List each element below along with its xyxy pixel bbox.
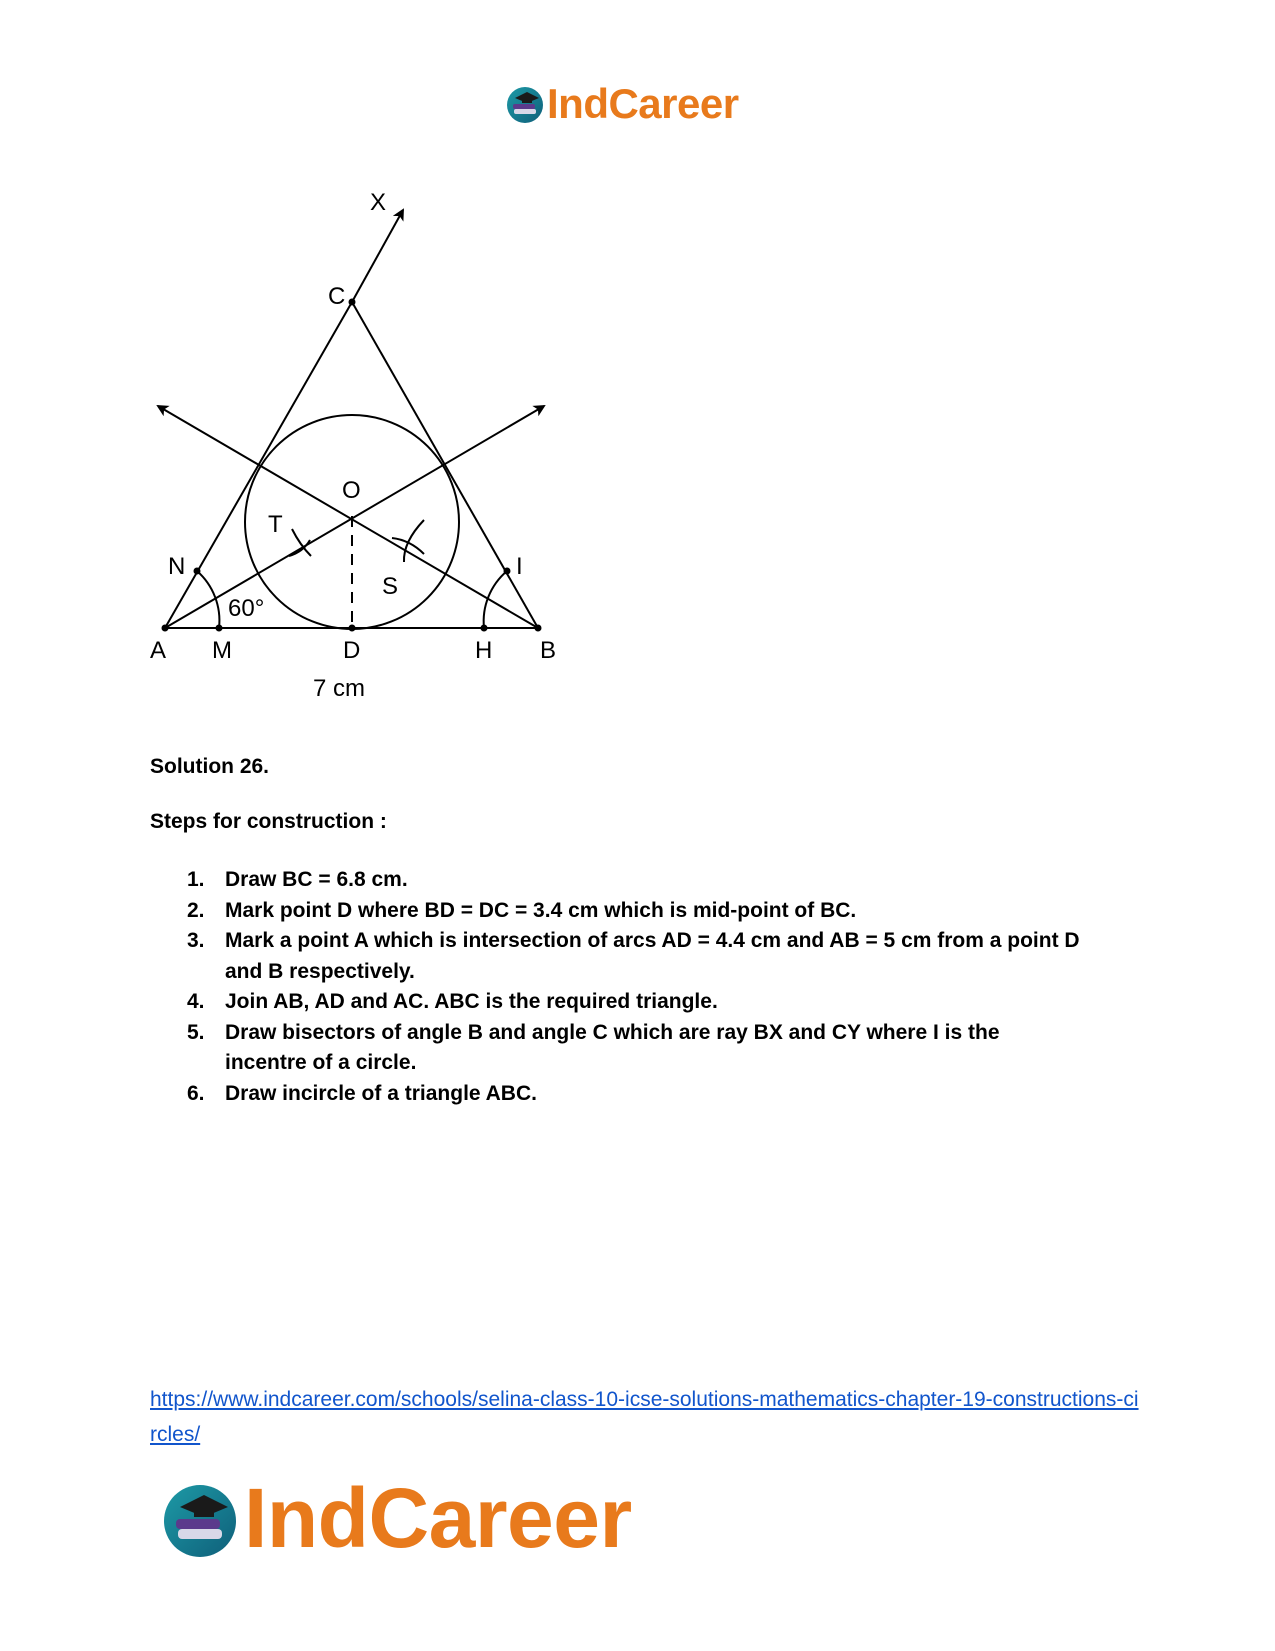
header-logo (505, 80, 739, 128)
step-item (187, 1079, 1087, 1110)
step-item (187, 987, 1087, 1018)
arc-at-a (197, 571, 219, 628)
label-o: O (342, 477, 361, 504)
label-b: B (540, 637, 557, 664)
arc-at-b (484, 571, 507, 628)
graduation-book-icon (160, 1479, 240, 1559)
label-x: X (370, 189, 387, 216)
point-n (194, 568, 201, 575)
brand-name: IndCareer (244, 1471, 632, 1565)
step-text: Mark point D where BD = DC = 3.4 cm which is mid-point of BC. (225, 898, 857, 922)
point-a (162, 625, 169, 632)
label-i: I (516, 553, 523, 580)
label-t: T (268, 511, 283, 538)
point-c (349, 299, 356, 306)
label-n: N (168, 553, 186, 580)
label-d: D (343, 637, 361, 664)
step-number: 6. (187, 1081, 205, 1105)
ray-cx (352, 210, 403, 302)
label-base: 7 cm (313, 675, 366, 702)
label-h: H (475, 637, 493, 664)
step-item (187, 896, 1087, 927)
solution-title: Solution 26. (150, 755, 270, 778)
steps-list (187, 865, 1087, 1109)
step-text: Join AB, AD and AC. ABC is the required triangle. (225, 990, 718, 1013)
point-d (349, 625, 356, 632)
step-item (187, 1018, 1087, 1079)
point-b (535, 625, 542, 632)
source-link[interactable]: https://www.indcareer.com/schools/selina-class-10-icse-solutions-mathematics-chapter-19-constructions-circles/ (150, 1388, 1139, 1446)
step-number: 5. (187, 1020, 205, 1044)
steps-title: Steps for construction : (150, 810, 387, 833)
label-a: A (150, 637, 167, 664)
label-s: S (382, 573, 399, 600)
step-text: Mark a point A which is intersection of arcs AD = 4.4 cm and AB = 5 cm from a point D and B respectively. (225, 929, 1080, 983)
label-c: C (328, 283, 346, 310)
construction-figure (140, 180, 600, 720)
step-item (187, 865, 1087, 896)
point-i (504, 568, 511, 575)
step-number: 2. (187, 898, 205, 922)
step-number: 4. (187, 990, 205, 1013)
label-m: M (212, 637, 232, 664)
label-angle: 60° (228, 595, 265, 622)
point-h (481, 625, 488, 632)
step-text: Draw incircle of a triangle ABC. (225, 1081, 537, 1105)
step-text: Draw bisectors of angle B and angle C which are ray BX and CY where I is the incentre of a circle. (225, 1020, 1000, 1074)
step-text: Draw BC = 6.8 cm. (225, 868, 408, 891)
graduation-book-icon (505, 84, 545, 124)
point-m (216, 625, 223, 632)
step-number: 3. (187, 929, 205, 952)
brand-name: IndCareer (547, 80, 739, 127)
bisector-from-a (165, 406, 544, 628)
step-number: 1. (187, 868, 205, 891)
footer-logo (160, 1470, 632, 1567)
step-item (187, 926, 1087, 987)
